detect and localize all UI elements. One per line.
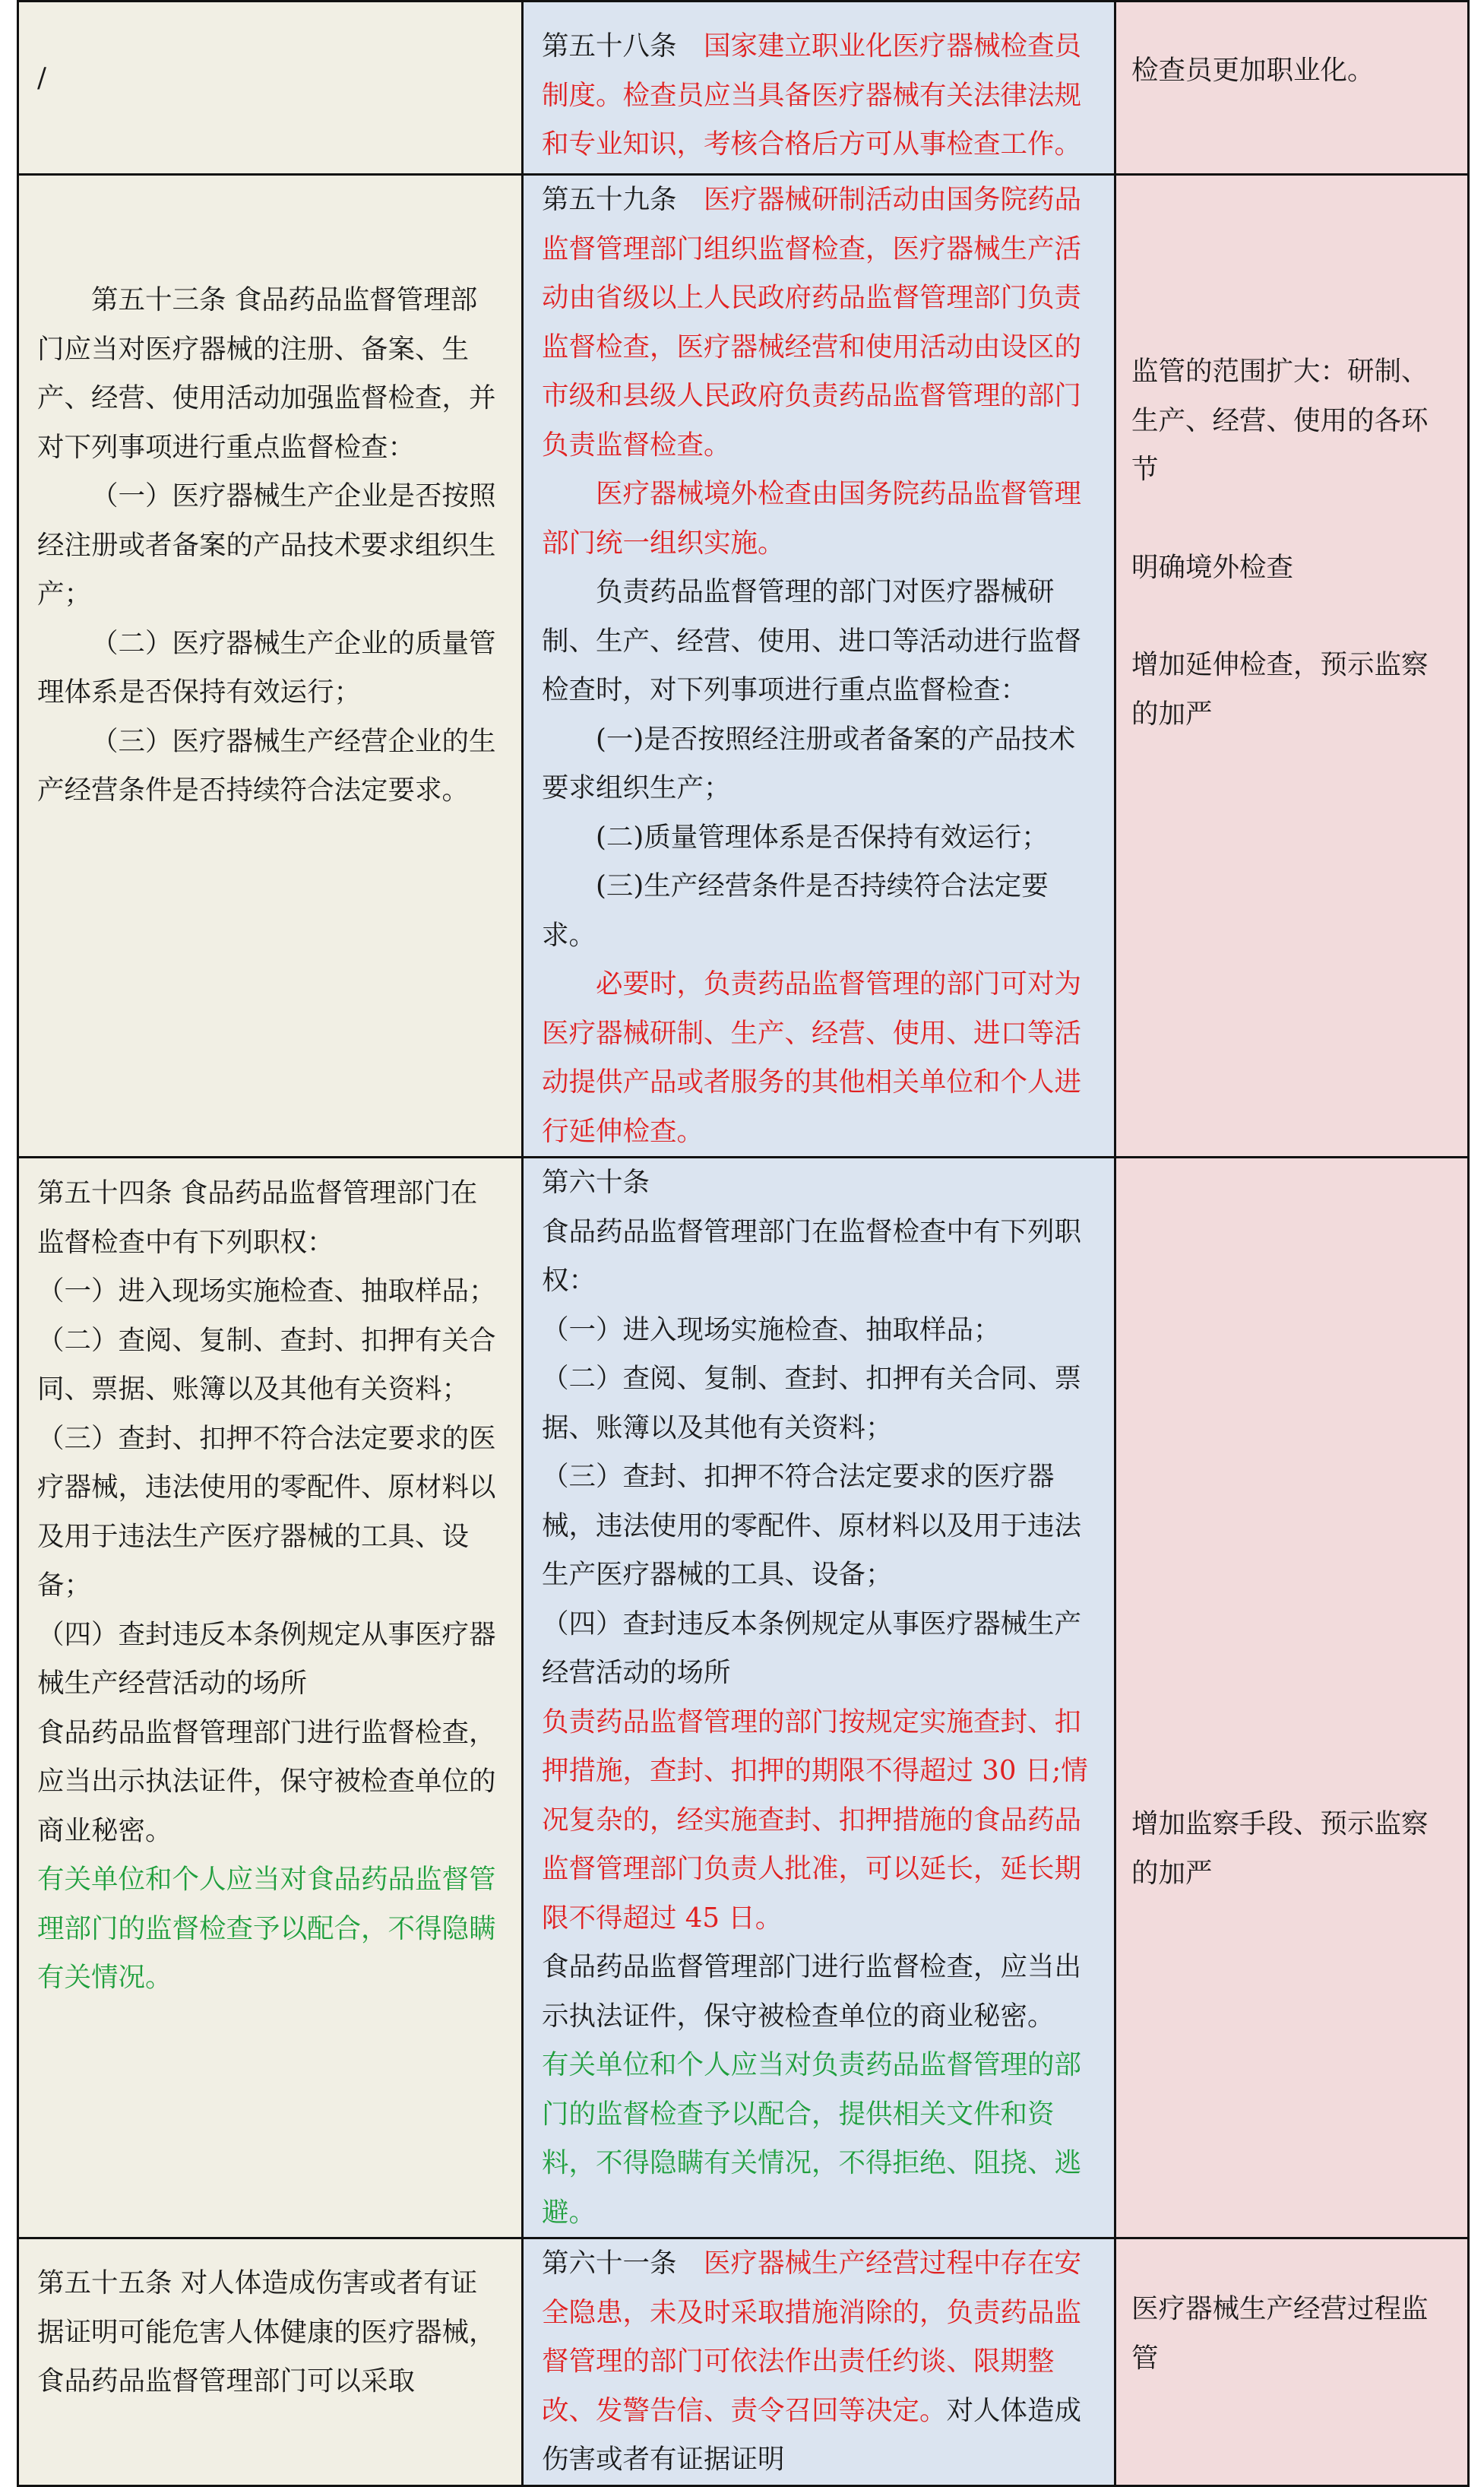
old-clause-cell — [18, 2, 523, 175]
new-paragraph-powers: 食品药品监督管理部门在监督检查中有下列职权： — [542, 1215, 1082, 1296]
new-item-3: (三)生产经营条件是否持续符合法定要求。 — [542, 870, 1049, 951]
new-item-2: (二)质量管理体系是否保持有效运行； — [596, 821, 1049, 853]
note-cell — [1115, 2, 1469, 175]
article-60: 第六十条 — [542, 1167, 650, 1198]
table-row — [18, 175, 1469, 1158]
new-paragraph-extension: 必要时，负责药品监督管理的部门可对为医疗器械研制、生产、经营、使用、进口等活动提供产品或者服务的其他相关单位和个人进行延伸检查。 — [542, 968, 1082, 1147]
old-article-54: 第五十四条 食品药品监督管理部门在监督检查中有下列职权： — [37, 1177, 478, 1258]
new-paragraph-cooperation: 有关单位和个人应当对负责药品监督管理的部门的监督检查予以配合，提供相关文件和资料，不得隐瞒有关情况，不得拒绝、阻挠、逃避。 — [542, 2049, 1082, 2228]
new-item-2: （二）查阅、复制、查封、扣押有关合同、票据、账簿以及其他有关资料； — [542, 1363, 1082, 1443]
old-paragraph-credentials: 食品药品监督管理部门进行监督检查，应当出示执法证件，保守被检查单位的商业秘密。 — [37, 1716, 496, 1846]
article-text: 医疗器械生产经营过程中存在安全隐患，未及时采取措施消除的，负责药品监督管理的部门可依法作出责任约谈、限期整改、发警告信、责令召回等决定。 — [542, 2248, 1082, 2426]
note-cell — [1115, 2238, 1469, 2486]
note-text: 医疗器械生产经营过程监管 — [1131, 2293, 1429, 2374]
article-58 — [542, 22, 1096, 169]
table-row — [18, 1158, 1469, 2238]
new-paragraph-credentials: 食品药品监督管理部门进行监督检查，应当出示执法证件，保守被检查单位的商业秘密。 — [542, 1951, 1082, 2032]
new-item-3: （三）查封、扣押不符合法定要求的医疗器械，违法使用的零配件、原材料以及用于违法生产医疗器械的工具、设备； — [542, 1461, 1082, 1590]
old-paragraph-cooperation: 有关单位和个人应当对食品药品监督管理部门的监督检查予以配合，不得隐瞒有关情况。 — [37, 1864, 496, 1993]
new-paragraph-intro: 负责药品监督管理的部门对医疗器械研制、生产、经营、使用、进口等活动进行监督检查时，对下列事项进行重点监督检查： — [542, 576, 1082, 705]
old-item-2: （二）医疗器械生产企业的质量管理体系是否保持有效运行； — [37, 627, 496, 708]
old-clause-cell — [18, 175, 523, 1158]
new-clause-cell — [523, 1158, 1115, 2238]
new-paragraph-seizure-period: 负责药品监督管理的部门按规定实施查封、扣押措施，查封、扣押的期限不得超过 30 日;情况复杂的，经实施查封、扣押措施的食品药品监督管理部门负责人批准，可以延长，延长期限不得超过 45 日。 — [542, 1706, 1088, 1934]
article-text: 国家建立职业化医疗器械检查员制度。检查员应当具备医疗器械有关法律法规和专业知识，考核合格后方可从事检查工作。 — [542, 30, 1082, 160]
old-article-55: 第五十五条 对人体造成伤害或者有证据证明可能危害人体健康的医疗器械，食品药品监督管理部门可以采取 — [37, 2267, 496, 2397]
note-scope: 监管的范围扩大：研制、生产、经营、使用的各环节 — [1131, 356, 1429, 485]
new-clause-cell — [523, 2238, 1115, 2486]
table-row — [18, 2238, 1469, 2486]
article-59 — [542, 176, 1096, 470]
article-number: 第五十八条 — [542, 30, 677, 62]
empty-slash: / — [37, 62, 46, 93]
old-item-2: （二）查阅、复制、查封、扣押有关合同、票据、账簿以及其他有关资料； — [37, 1324, 496, 1405]
old-item-4: （四）查封违反本条例规定从事医疗器械生产经营活动的场所 — [37, 1618, 496, 1699]
article-number: 第五十九条 — [542, 184, 677, 215]
old-item-1: （一）进入现场实施检查、抽取样品； — [37, 1275, 496, 1307]
article-text: 医疗器械研制活动由国务院药品监督管理部门组织监督检查，医疗器械生产活动由省级以上人民政府药品监督管理部门负责监督检查，医疗器械经营和使用活动由设区的市级和县级人民政府负责药品监督管理的部门负责监督检查。 — [542, 184, 1082, 461]
article-text-continued: 对人体造成伤害或者有证据证明 — [542, 2394, 1082, 2475]
note-text: 增加监察手段、预示监察的加严 — [1131, 1808, 1429, 1889]
new-paragraph-overseas: 医疗器械境外检查由国务院药品监督管理部门统一组织实施。 — [542, 478, 1082, 559]
old-clause-cell — [18, 2238, 523, 2486]
new-item-4: （四）查封违反本条例规定从事医疗器械生产经营活动的场所 — [542, 1608, 1082, 1688]
table-row — [18, 2, 1469, 175]
old-article-53: 第五十三条 食品药品监督管理部门应当对医疗器械的注册、备案、生产、经营、使用活动加强监督检查，并对下列事项进行重点监督检查： — [37, 284, 496, 463]
new-clause-cell — [523, 2, 1115, 175]
note-text: 检查员更加职业化。 — [1131, 55, 1375, 86]
note-extension: 增加延伸检查，预示监察的加严 — [1131, 649, 1429, 730]
comparison-table — [17, 0, 1470, 2487]
old-item-3: （三）医疗器械生产经营企业的生产经营条件是否持续符合法定要求。 — [37, 725, 496, 806]
article-61 — [542, 2239, 1096, 2485]
old-item-3: （三）查封、扣押不符合法定要求的医疗器械，违法使用的零配件、原材料以及用于违法生产医疗器械的工具、设备； — [37, 1422, 496, 1601]
old-clause-cell — [18, 1158, 523, 2238]
new-item-1: (一)是否按照经注册或者备案的产品技术要求组织生产； — [542, 723, 1076, 803]
article-number: 第六十一条 — [542, 2248, 677, 2279]
note-cell — [1115, 1158, 1469, 2238]
new-item-1: （一）进入现场实施检查、抽取样品； — [542, 1313, 1001, 1345]
new-clause-cell — [523, 175, 1115, 1158]
old-item-1: （一）医疗器械生产企业是否按照经注册或者备案的产品技术要求组织生产； — [37, 480, 496, 610]
note-overseas: 明确境外检查 — [1131, 551, 1294, 583]
note-cell — [1115, 175, 1469, 1158]
